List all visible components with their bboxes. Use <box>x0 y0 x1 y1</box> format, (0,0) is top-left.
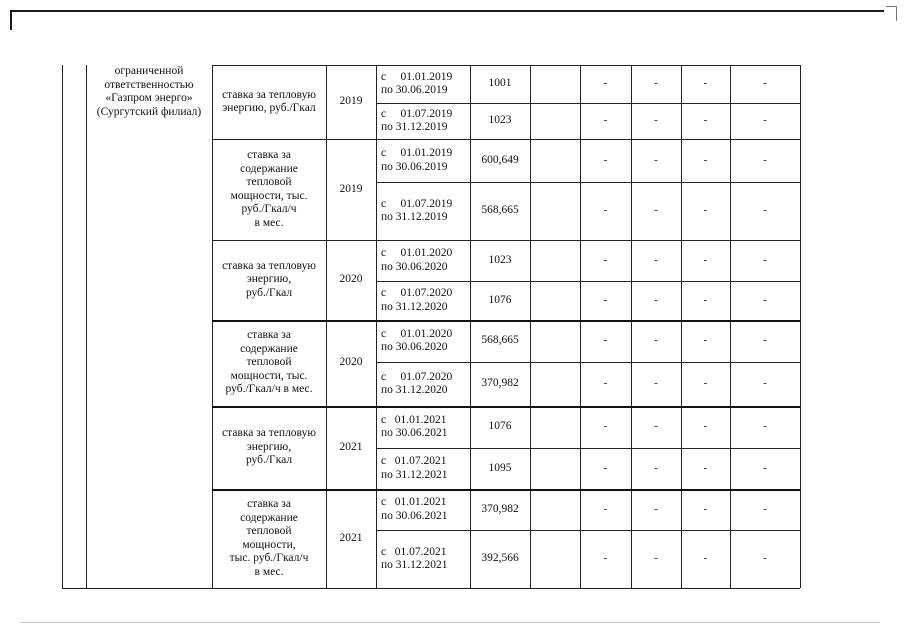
empty-value-cell: - <box>703 77 708 90</box>
rate-value-cell: 600,649 <box>481 153 519 166</box>
empty-value-cell: - <box>763 204 767 217</box>
empty-value-cell: - <box>703 293 708 306</box>
period-cell <box>376 406 470 448</box>
empty-value-cell: - <box>603 204 608 217</box>
empty-value-cell: - <box>703 461 708 474</box>
empty-value-cell: - <box>763 293 767 306</box>
period <box>381 108 452 135</box>
period-cell <box>376 530 470 588</box>
empty-value-cell: - <box>703 204 708 217</box>
period-to: по 30.06.2021 <box>381 509 448 522</box>
empty-value-cell: - <box>603 461 608 474</box>
period-cell <box>376 182 470 240</box>
empty-value-cell: - <box>654 377 658 390</box>
rate-type-line: мощности, тыс. <box>230 189 308 202</box>
period-cell <box>376 320 470 362</box>
period-from: с 01.01.2021 <box>381 496 447 508</box>
empty-value-cell: - <box>654 77 658 90</box>
rate-type-cell <box>212 320 326 406</box>
rate-type-line: руб./Гкал <box>245 286 293 299</box>
period-to: по 31.12.2021 <box>381 559 448 571</box>
empty-value-cell: - <box>603 253 608 266</box>
period-cell <box>376 103 470 139</box>
empty-value-cell: - <box>654 420 658 433</box>
empty-value-cell: - <box>763 334 767 347</box>
period-to: по 31.12.2021 <box>381 468 448 481</box>
period-from: с 01.01.2020 <box>381 247 453 259</box>
period-to: по 30.06.2020 <box>381 341 448 353</box>
year-cell: 2021 <box>339 531 363 544</box>
empty-value-cell: - <box>603 153 608 166</box>
table-bottom-line <box>62 588 800 589</box>
rate-type <box>222 427 316 468</box>
rate-value-cell: 568,665 <box>481 204 519 217</box>
empty-value-cell: - <box>654 204 658 217</box>
rate-type-line: тепловой <box>246 176 292 188</box>
period <box>381 371 452 398</box>
table-column-line <box>530 65 531 588</box>
rate-type-line: тыс. руб./Гкал/ч <box>229 552 309 564</box>
rate-type-line: ставка за <box>247 498 291 510</box>
period-from: с 01.01.2019 <box>381 70 453 83</box>
page-corner-mark <box>886 6 897 21</box>
period-to: по 30.06.2019 <box>381 160 448 173</box>
empty-value-cell: - <box>763 552 767 565</box>
rate-type-line: ставка за тепловую <box>222 88 316 101</box>
rate-value-cell: 1076 <box>488 420 512 433</box>
empty-value-cell: - <box>763 114 767 127</box>
rate-value-cell: 370,982 <box>481 377 519 390</box>
rate-value-cell: 1023 <box>488 253 512 266</box>
empty-value-cell: - <box>703 502 708 515</box>
empty-value-cell: - <box>603 334 608 347</box>
rate-type-line: содержание <box>240 162 298 175</box>
rate-type-line: тепловой <box>246 525 292 537</box>
table-column-line <box>62 65 63 588</box>
empty-value-cell: - <box>654 334 658 347</box>
period <box>381 287 452 314</box>
empty-value-cell: - <box>703 334 708 347</box>
period-cell <box>376 65 470 103</box>
rate-type-cell <box>212 406 326 489</box>
period-from: с 01.07.2019 <box>381 197 453 210</box>
org-name-line: «Газпром энерго» <box>105 92 193 104</box>
empty-value-cell: - <box>654 552 658 565</box>
period-to: по 30.06.2021 <box>381 427 448 439</box>
rate-type <box>230 498 309 579</box>
period-from: с 01.07.2021 <box>381 455 447 467</box>
empty-value-cell: - <box>603 377 608 390</box>
rate-type-line: содержание <box>240 511 298 524</box>
rate-type-line: руб./Гкал/ч <box>241 203 297 215</box>
empty-value-cell: - <box>603 293 608 306</box>
empty-value-cell: - <box>763 153 767 166</box>
period <box>381 247 452 274</box>
rate-type-cell <box>212 139 326 240</box>
period-from: с 01.07.2021 <box>381 545 447 558</box>
table-column-line <box>800 65 801 588</box>
bottom-rule <box>20 622 880 623</box>
rate-type-line: тепловой <box>246 356 292 369</box>
period-cell <box>376 362 470 406</box>
empty-value-cell: - <box>654 253 658 266</box>
org-name-cell <box>86 65 212 127</box>
period <box>381 546 448 573</box>
empty-value-cell: - <box>654 153 658 166</box>
rate-type-line: мощности, тыс. <box>230 369 308 382</box>
period-to: по 31.12.2020 <box>381 384 448 396</box>
period-from: с 01.01.2020 <box>381 327 453 340</box>
empty-value-cell: - <box>603 114 608 127</box>
org-name-line: ответственностью <box>104 78 194 91</box>
empty-value-cell: - <box>763 377 767 390</box>
year-cell: 2019 <box>339 182 363 195</box>
rate-type-line: ставка за тепловую <box>222 259 316 272</box>
rate-type-line: ставка за <box>247 149 291 161</box>
empty-value-cell: - <box>654 461 658 474</box>
rate-value-cell: 1023 <box>488 114 512 127</box>
period-cell <box>376 489 470 530</box>
year-cell: 2021 <box>339 440 363 453</box>
period-to: по 31.12.2019 <box>381 211 448 223</box>
rate-type-line: руб./Гкал/ч в мес. <box>225 383 313 396</box>
rate-type-line: ставка за <box>247 329 291 342</box>
period <box>381 198 452 225</box>
empty-value-cell: - <box>703 420 708 433</box>
period-cell <box>376 281 470 320</box>
empty-value-cell: - <box>763 420 767 433</box>
empty-value-cell: - <box>703 377 708 390</box>
year-cell: 2019 <box>339 95 363 108</box>
rate-type-line: энергию, руб./Гкал <box>222 102 316 114</box>
org-name <box>97 65 202 119</box>
period <box>381 414 448 441</box>
empty-value-cell: - <box>654 293 658 306</box>
rate-value-cell: 370,982 <box>481 502 519 515</box>
period <box>381 455 448 482</box>
period-cell <box>376 448 470 489</box>
rate-type-line: ставка за тепловую <box>222 427 316 440</box>
empty-value-cell: - <box>603 420 608 433</box>
empty-value-cell: - <box>763 77 767 90</box>
empty-value-cell: - <box>703 153 708 166</box>
empty-value-cell: - <box>654 114 658 127</box>
period-to: по 30.06.2019 <box>381 84 448 96</box>
org-name-line: ограниченной <box>114 65 184 77</box>
rate-type <box>226 329 313 397</box>
rate-type-line: в мес. <box>254 565 284 578</box>
empty-value-cell: - <box>763 461 767 474</box>
rate-type <box>222 260 316 301</box>
period-from: с 01.01.2021 <box>381 413 447 426</box>
rate-value-cell: 1095 <box>488 461 512 474</box>
rate-value-cell: 1001 <box>488 77 512 90</box>
year-cell: 2020 <box>339 273 363 286</box>
rate-type-line: энергию, <box>246 440 292 453</box>
empty-value-cell: - <box>703 253 708 266</box>
rate-type-cell <box>212 65 326 139</box>
period-from: с 01.07.2019 <box>381 107 453 120</box>
period <box>381 496 448 523</box>
rate-value-cell: 1076 <box>488 293 512 306</box>
period-from: с 01.07.2020 <box>381 287 453 299</box>
period <box>381 71 452 98</box>
period-to: по 31.12.2019 <box>381 121 448 133</box>
rate-type-cell <box>212 240 326 320</box>
rate-type-cell <box>212 489 326 588</box>
empty-value-cell: - <box>654 502 658 515</box>
rate-type-line: в мес. <box>254 216 284 229</box>
empty-value-cell: - <box>603 552 608 565</box>
period-from: с 01.07.2020 <box>381 370 453 383</box>
rate-type <box>222 89 316 116</box>
table-column-line <box>86 65 87 588</box>
rate-type-line: мощности, <box>242 538 296 551</box>
year-cell: 2020 <box>339 356 363 369</box>
rate-value-cell: 392,566 <box>481 552 519 565</box>
period-to: по 31.12.2020 <box>381 300 448 313</box>
period-cell <box>376 139 470 182</box>
period-from: с 01.01.2019 <box>381 147 453 159</box>
empty-value-cell: - <box>763 253 767 266</box>
page-frame-left <box>10 10 12 30</box>
period-to: по 30.06.2020 <box>381 260 448 273</box>
empty-value-cell: - <box>603 502 608 515</box>
period <box>381 328 452 355</box>
rate-type <box>231 149 308 230</box>
empty-value-cell: - <box>703 114 708 127</box>
rate-type-line: руб./Гкал <box>245 454 293 467</box>
empty-value-cell: - <box>703 552 708 565</box>
rate-value-cell: 568,665 <box>481 334 519 347</box>
empty-value-cell: - <box>603 77 608 90</box>
page-frame-top <box>10 10 884 12</box>
rate-type-line: энергию, <box>246 273 292 286</box>
period <box>381 147 452 174</box>
rate-type-line: содержание <box>240 342 298 355</box>
period-cell <box>376 240 470 281</box>
org-name-line: (Сургутский филиал) <box>96 105 202 118</box>
empty-value-cell: - <box>763 502 767 515</box>
